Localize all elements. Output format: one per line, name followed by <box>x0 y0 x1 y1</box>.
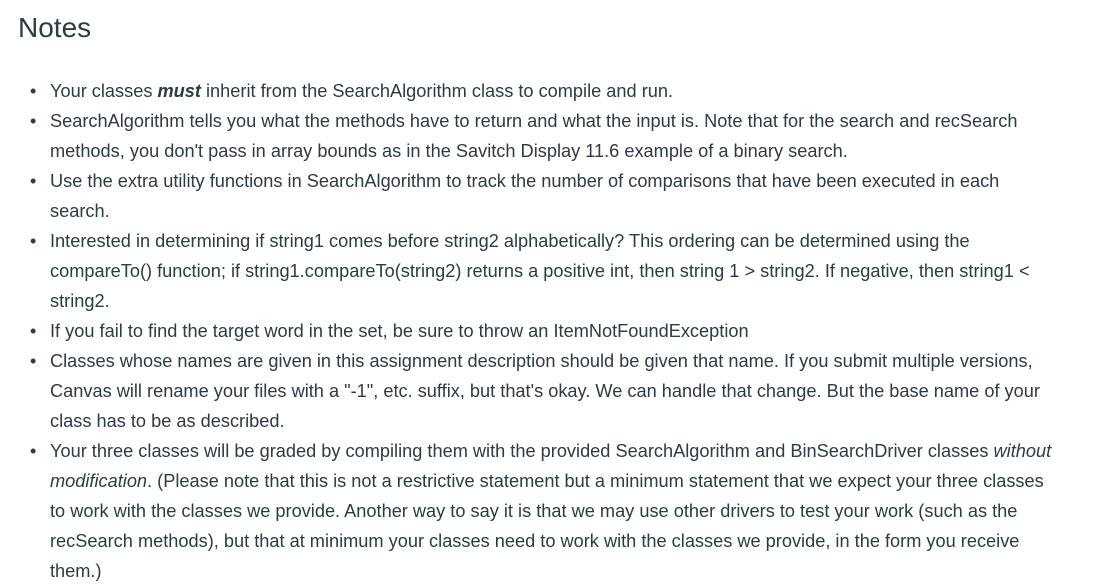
bullet-icon: • <box>30 81 37 101</box>
note-item <box>18 166 1060 226</box>
bullet-icon: • <box>30 321 37 341</box>
emphasis-bold-text: must <box>157 81 201 101</box>
note-text: Your three classes will be graded by compiling them with the provided SearchAlgorithm and BinSearchDriver classes <box>50 441 994 461</box>
bullet-icon: • <box>30 231 37 251</box>
bullet-icon: • <box>30 111 37 131</box>
notes-list <box>18 76 1096 586</box>
note-text: inherit from the SearchAlgorithm class to compile and run. <box>200 81 674 101</box>
note-text: . (Please note that this is not a restrictive statement but a minimum statement that we expect your three classes to work with the classes we provide. Another way to say it is that we may use other drivers to test your work (such as the recSearch methods), but that at minimum your classes need to work with the classes we provide, in the form you receive them.) <box>50 471 1044 581</box>
note-item <box>18 346 1060 436</box>
bullet-icon: • <box>30 351 37 371</box>
page-title: Notes <box>18 12 92 43</box>
bullet-icon: • <box>30 171 37 191</box>
note-text: Your classes <box>50 81 158 101</box>
note-item <box>18 436 1060 586</box>
bullet-icon: • <box>30 441 37 461</box>
note-text: Use the extra utility functions in SearchAlgorithm to track the number of comparisons that have been executed in each search. <box>50 171 1000 221</box>
note-text: If you fail to find the target word in the set, be sure to throw an ItemNotFoundException <box>50 321 749 341</box>
emphasis-italic-text: without modification <box>50 441 1052 491</box>
note-item <box>18 316 1060 346</box>
note-item <box>18 76 1060 106</box>
note-text: Classes whose names are given in this assignment description should be given that name. If you submit multiple versions, Canvas will rename your files with a "-1", etc. suffix, but that's okay. We can handle that change. But the base name of your class has to be as described. <box>50 351 1040 431</box>
note-item <box>18 106 1060 166</box>
note-item <box>18 226 1060 316</box>
note-text: Interested in determining if string1 comes before string2 alphabetically? This ordering can be determined using the compareTo() function; if string1.compareTo(string2) returns a positive int, then string 1 > string2. If negative, then string1 < string2. <box>50 231 1030 311</box>
note-text: SearchAlgorithm tells you what the methods have to return and what the input is. Note that for the search and recSearch methods, you don't pass in array bounds as in the Savitch Display 11.6 example of a binary search. <box>50 111 1018 161</box>
